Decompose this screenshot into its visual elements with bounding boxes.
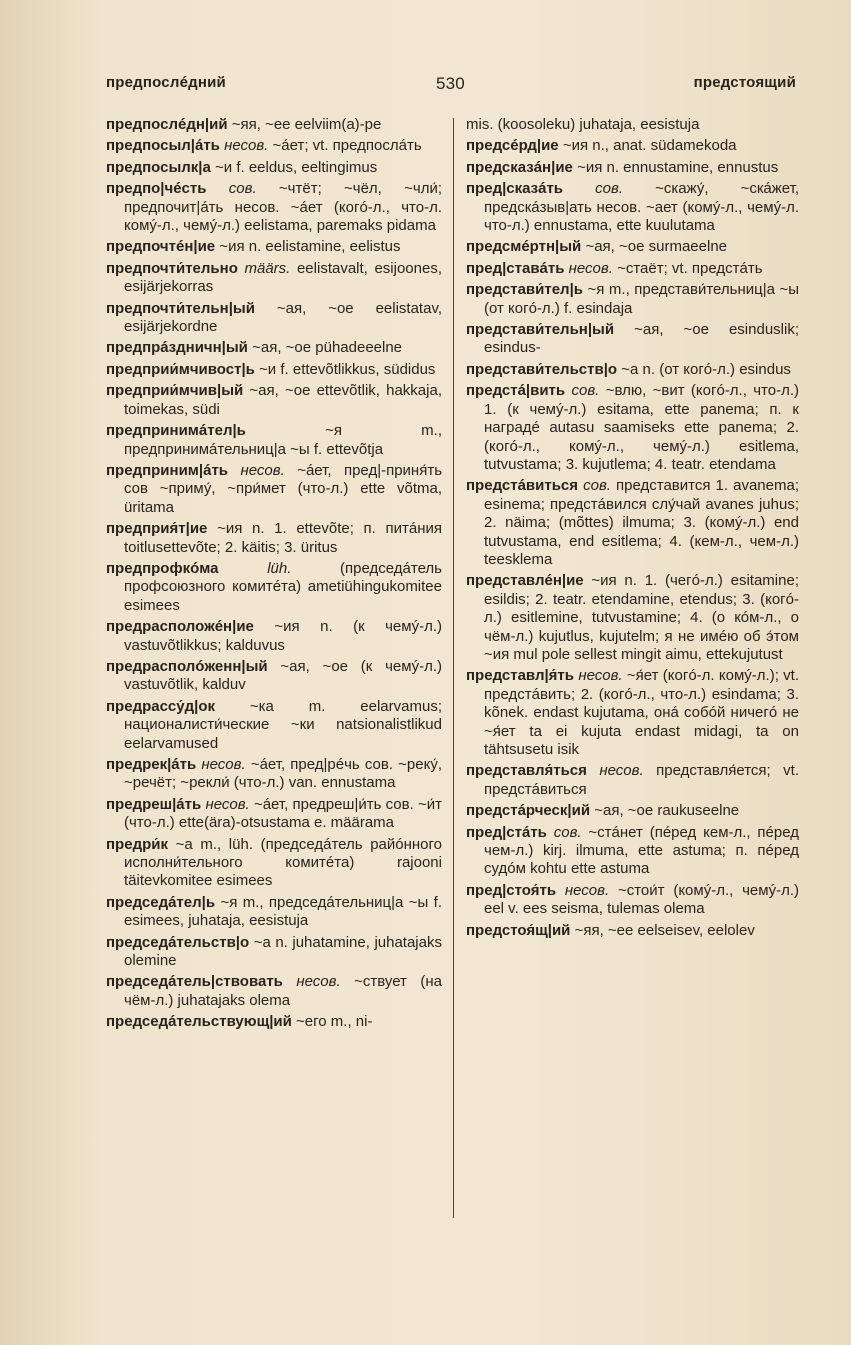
entry-headword: предстоя́щ|ий bbox=[466, 921, 571, 939]
entry-grammar-label: несов. bbox=[240, 461, 285, 479]
dictionary-entry bbox=[466, 321, 799, 358]
dictionary-entry bbox=[466, 238, 799, 256]
entry-headword: представи́тел|ь bbox=[466, 281, 583, 299]
dictionary-entry bbox=[106, 658, 442, 695]
entry-definition: ~ая, ~ое surmaeelne bbox=[585, 238, 728, 256]
entry-headword: представи́тельн|ый bbox=[466, 321, 615, 339]
entry-definition: ~ия n., anat. südamekoda bbox=[562, 137, 737, 155]
entry-headword: предстá|вить bbox=[466, 382, 566, 400]
entry-definition: ~яя, ~ее eelviim(a)-pe bbox=[231, 116, 382, 133]
entry-definition: ~я́ет (когó-л. комý-л.); vt. предстáвить; 2. (когó-л., что-л.) esindama; 3. kõnek. endast kujutama, онá собóй ничегó не ~я́ет ta ei kujuta endast midagi, ta on tähtsusetu isik bbox=[484, 667, 800, 758]
page-header bbox=[106, 74, 796, 98]
entry-headword: предпочти́тельно bbox=[106, 259, 238, 277]
entry-definition: ~стаёт; vt. предстáть bbox=[617, 259, 763, 277]
dictionary-entry bbox=[466, 824, 799, 879]
entry-headword: пред|ставáть bbox=[466, 259, 565, 277]
entry-definition: ~и f. eeldus, eeltingimus bbox=[215, 158, 378, 176]
dictionary-entry bbox=[466, 922, 799, 940]
entry-definition: ~его m., ni- bbox=[296, 1013, 373, 1031]
dictionary-entry bbox=[106, 1013, 442, 1031]
entry-definition: ~áет, пред|рéчь сов. ~реку́, ~речёт; ~рекли́ (что-л.) van. ennustama bbox=[124, 756, 443, 792]
dictionary-entry bbox=[106, 238, 442, 256]
entry-definition: ~влю, ~вит (когó-л., что-л.) 1. (к чемý-л.) esitama, ette panema; п. к наградé autasu saamiseks ette panema; 2. (когó-л., комý-л., чемý-л.) esitlema, tutvustama; 3. kujutlema; 4. teatr. etendama bbox=[484, 382, 800, 473]
entry-headword: предпрáздничн|ый bbox=[106, 339, 248, 357]
entry-headword: предпочтéн|ие bbox=[106, 238, 216, 256]
entry-definition: ~ка m. eelarvamus; националисти́ческие ~ки natsionalistlikud eelarvamused bbox=[124, 697, 442, 752]
entry-grammar-label: несов. bbox=[296, 973, 341, 991]
entry-grammar-label: несов. bbox=[568, 259, 613, 277]
entry-grammar-label: несов. bbox=[205, 795, 250, 813]
entry-headword: предсéрд|ие bbox=[466, 137, 559, 155]
dictionary-entry bbox=[106, 836, 442, 891]
entry-headword: предпочти́тельн|ый bbox=[106, 299, 255, 317]
entry-grammar-label: несов. bbox=[564, 881, 610, 899]
dictionary-entry bbox=[106, 796, 442, 833]
entry-definition: ~скажу́, ~скáжет, предскáзыв|ать несов. ~ает (комý-л., чемý-л. что-л.) ennustama, ette kuulutama bbox=[484, 180, 800, 235]
entry-headword: пред|стáть bbox=[466, 823, 547, 841]
dictionary-entry bbox=[106, 973, 442, 1010]
entry-grammar-label: несов. bbox=[224, 137, 269, 155]
entry-definition: ~а m., lüh. (председáтель райóнного исполни́тельного комитéта) rajooni täitevkomitee esimees bbox=[124, 835, 442, 890]
entry-grammar-label: сов. bbox=[583, 477, 611, 495]
entry-headword: предреш|áть bbox=[106, 795, 202, 813]
entry-definition: ~а n. juhatamine, juhatajaks olemine bbox=[124, 933, 442, 970]
dictionary-entry bbox=[466, 477, 799, 569]
dictionary-entry bbox=[466, 159, 799, 177]
dictionary-entry bbox=[466, 802, 799, 820]
entry-grammar-label: несов. bbox=[599, 762, 644, 780]
entry-headword: председáтель|ствовать bbox=[106, 973, 283, 991]
entry-definition: ~и f. ettevõtlikkus, südidus bbox=[259, 360, 436, 378]
entry-headword: предприним|áть bbox=[106, 461, 229, 479]
entry-definition: mis. (koosoleku) juhataja, eesistuja bbox=[466, 116, 700, 133]
dictionary-entry bbox=[106, 116, 442, 134]
entry-headword: предприи́мчив|ый bbox=[106, 382, 244, 400]
entry-headword: предрассу́д|ок bbox=[106, 697, 216, 715]
dictionary-entry bbox=[106, 180, 442, 235]
entry-definition: представится 1. avanema; esinema; предстáвился слу́чай avanes juhus; 2. näima; (mõttes) ilmuma; 3. (комý-л.) end tutvustama, end esitlema; 4. (кем-л., чем-л.) teesklema bbox=[484, 477, 800, 568]
entry-headword: предпосылк|а bbox=[106, 158, 211, 176]
entry-definition: ~я m., председáтельниц|а ~ы f. esimees, juhataja, eesistuja bbox=[124, 893, 443, 930]
page-number: 530 bbox=[436, 74, 465, 93]
entry-definition: ~ая, ~ое esinduslik; esindus- bbox=[484, 321, 799, 357]
entry-headword: предпринимáтел|ь bbox=[106, 422, 246, 440]
dictionary-entry bbox=[466, 116, 799, 134]
entry-headword: предпо|чéсть bbox=[106, 180, 207, 198]
entry-headword: предрек|áть bbox=[106, 756, 197, 773]
entry-headword: председáтельств|о bbox=[106, 933, 250, 951]
entry-definition: ~áет; vt. предпослáть bbox=[272, 137, 422, 155]
dictionary-entry bbox=[106, 361, 442, 379]
dictionary-entry bbox=[106, 894, 442, 931]
entry-definition: ~ая, ~ое eelistatav, esijärjekordne bbox=[124, 299, 442, 336]
dictionary-entry bbox=[106, 698, 442, 753]
entry-definition: ~ая, ~ое pühadeeelne bbox=[252, 339, 403, 357]
entry-definition: ~ия n. 1. (чегó-л.) esitamine; esildis; 2. teatr. etendamine, etendus; 3. (когó-л.) esitlemine, tutvustamine; 4. (о кóм-л., о чём-л.) kujutlus, kujutelm; я не имéю об э́том ~ия mul pole sellest mingit aimu, ettekujutust bbox=[484, 572, 799, 663]
dictionary-entry bbox=[106, 159, 442, 177]
entry-grammar-label: сов. bbox=[595, 180, 623, 198]
entry-definition: (председáтель профсоюзного комитéта) ametiühingukomitee esimees bbox=[124, 559, 442, 614]
entry-definition: ~ия n. (к чемý-л.) vastuvõtlikkus; kalduvus bbox=[124, 618, 442, 654]
entry-definition: ~я m., представи́тельниц|а ~ы (от когó-л.) f. esindaja bbox=[484, 281, 800, 317]
entry-headword: предстáрческ|ий bbox=[466, 802, 591, 820]
column-divider bbox=[453, 118, 454, 1218]
entry-definition: ~ия n. ennustamine, ennustus bbox=[577, 158, 779, 176]
dictionary-entry bbox=[466, 281, 799, 318]
entry-definition: ~ствует (на чём-л.) juhatajaks olema bbox=[124, 973, 443, 1009]
entry-headword: предри́к bbox=[106, 835, 168, 853]
entry-headword: председáтельствующ|ий bbox=[106, 1013, 292, 1031]
entry-definition: ~ая, ~ое (к чемý-л.) vastuvõtlik, kalduv bbox=[124, 657, 442, 694]
dictionary-entry bbox=[106, 462, 442, 517]
entry-headword: представи́тельств|о bbox=[466, 360, 618, 378]
entry-grammar-label: сов. bbox=[571, 382, 600, 400]
dictionary-entry bbox=[466, 137, 799, 155]
dictionary-entry bbox=[466, 882, 799, 919]
entry-definition: ~стои́т (комý-л., чемý-л.) eel v. ees seisma, tulemas olema bbox=[484, 881, 799, 918]
entry-headword: председáтел|ь bbox=[106, 893, 216, 911]
entry-definition: ~ая, ~ое raukuseelne bbox=[594, 802, 740, 820]
dictionary-entry bbox=[466, 180, 799, 235]
right-column bbox=[466, 116, 799, 943]
entry-definition: ~áет, предреш|и́ть сов. ~и́т (что-л.) ette(ära)-otsustama e. määrama bbox=[124, 795, 443, 832]
dictionary-entry bbox=[466, 762, 799, 799]
entry-headword: пред|сказáть bbox=[466, 180, 564, 198]
left-column bbox=[106, 116, 442, 1035]
dictionary-entry bbox=[106, 300, 442, 337]
entry-definition: ~а n. (от когó-л.) esindus bbox=[621, 360, 791, 378]
dictionary-entry bbox=[106, 137, 442, 155]
entry-headword: предприи́мчивост|ь bbox=[106, 360, 255, 378]
entry-definition: ~яя, ~ее eelseisev, eelolev bbox=[574, 921, 755, 939]
entry-definition: ~ия n. eelistamine, eelistus bbox=[219, 238, 401, 256]
entry-headword: предпрофкóма bbox=[106, 559, 219, 577]
dictionary-entry bbox=[106, 560, 442, 615]
entry-headword: пред|стоя́ть bbox=[466, 881, 557, 899]
entry-headword: предпослéдн|ий bbox=[106, 116, 228, 133]
entry-grammar-label: сов. bbox=[553, 823, 582, 841]
entry-headword: предсмéртн|ый bbox=[466, 238, 582, 256]
entry-headword: предрасположéн|ие bbox=[106, 618, 254, 636]
header-right-guide-word: предстоящий bbox=[693, 74, 796, 91]
dictionary-entry bbox=[466, 361, 799, 379]
entry-grammar-label: lüh. bbox=[267, 559, 292, 577]
entry-grammar-label: määrs. bbox=[244, 259, 291, 277]
dictionary-entry bbox=[106, 339, 442, 357]
header-left-guide-word: предпослéдний bbox=[106, 74, 226, 91]
entry-headword: представля́ться bbox=[466, 762, 587, 780]
entry-headword: предстáвиться bbox=[466, 477, 579, 495]
entry-headword: предрасполóженн|ый bbox=[106, 657, 268, 675]
entry-definition: ~я m., предпринимáтельниц|а ~ы f. ettevõtja bbox=[124, 422, 442, 458]
dictionary-entry bbox=[106, 934, 442, 971]
entry-definition: ~стáнет (пéред кем-л., пéред чем-л.) kirj. ilmuma, ette astuma; п. пéред судóм kohtu ette astuma bbox=[484, 823, 799, 878]
entry-grammar-label: несов. bbox=[578, 667, 623, 685]
dictionary-entry bbox=[106, 618, 442, 655]
entry-headword: предсказáн|ие bbox=[466, 158, 573, 176]
dictionary-entry bbox=[466, 260, 799, 278]
entry-grammar-label: несов. bbox=[201, 756, 246, 773]
dictionary-entry bbox=[106, 422, 442, 459]
entry-definition: eelistavalt, esijoones, esijärjekorras bbox=[124, 259, 442, 296]
dictionary-entry bbox=[466, 667, 799, 759]
entry-headword: представлéн|ие bbox=[466, 572, 584, 590]
dictionary-entry bbox=[106, 756, 442, 793]
dictionary-entry bbox=[466, 382, 799, 474]
dictionary-entry bbox=[466, 572, 799, 664]
entry-headword: предприя́т|ие bbox=[106, 520, 208, 538]
entry-headword: предпосыл|áть bbox=[106, 137, 220, 155]
dictionary-entry bbox=[106, 382, 442, 419]
entry-definition: представля́ется; vt. предстáвиться bbox=[484, 762, 800, 798]
entry-grammar-label: сов. bbox=[228, 180, 257, 198]
entry-definition: ~ия n. 1. ettevõte; п. питáния toitlusettevõte; 2. käitis; 3. üritus bbox=[124, 520, 442, 556]
entry-definition: ~ая, ~ое ettevõtlik, hakkaja, toimekas, südi bbox=[124, 382, 442, 418]
entry-definition: ~áет, пред|-приня́ть сов ~приму́, ~при́мет (что-л.) ette võtma, üritama bbox=[124, 461, 443, 516]
entry-definition: ~чтёт; ~чёл, ~чли́; предпочит|áть несов. ~áет (когó-л., что-л. комý-л., чемý-л.) eelistama, paremaks pidama bbox=[124, 180, 443, 235]
dictionary-entry bbox=[106, 260, 442, 297]
entry-headword: представл|я́ть bbox=[466, 667, 574, 685]
dictionary-entry bbox=[106, 520, 442, 557]
